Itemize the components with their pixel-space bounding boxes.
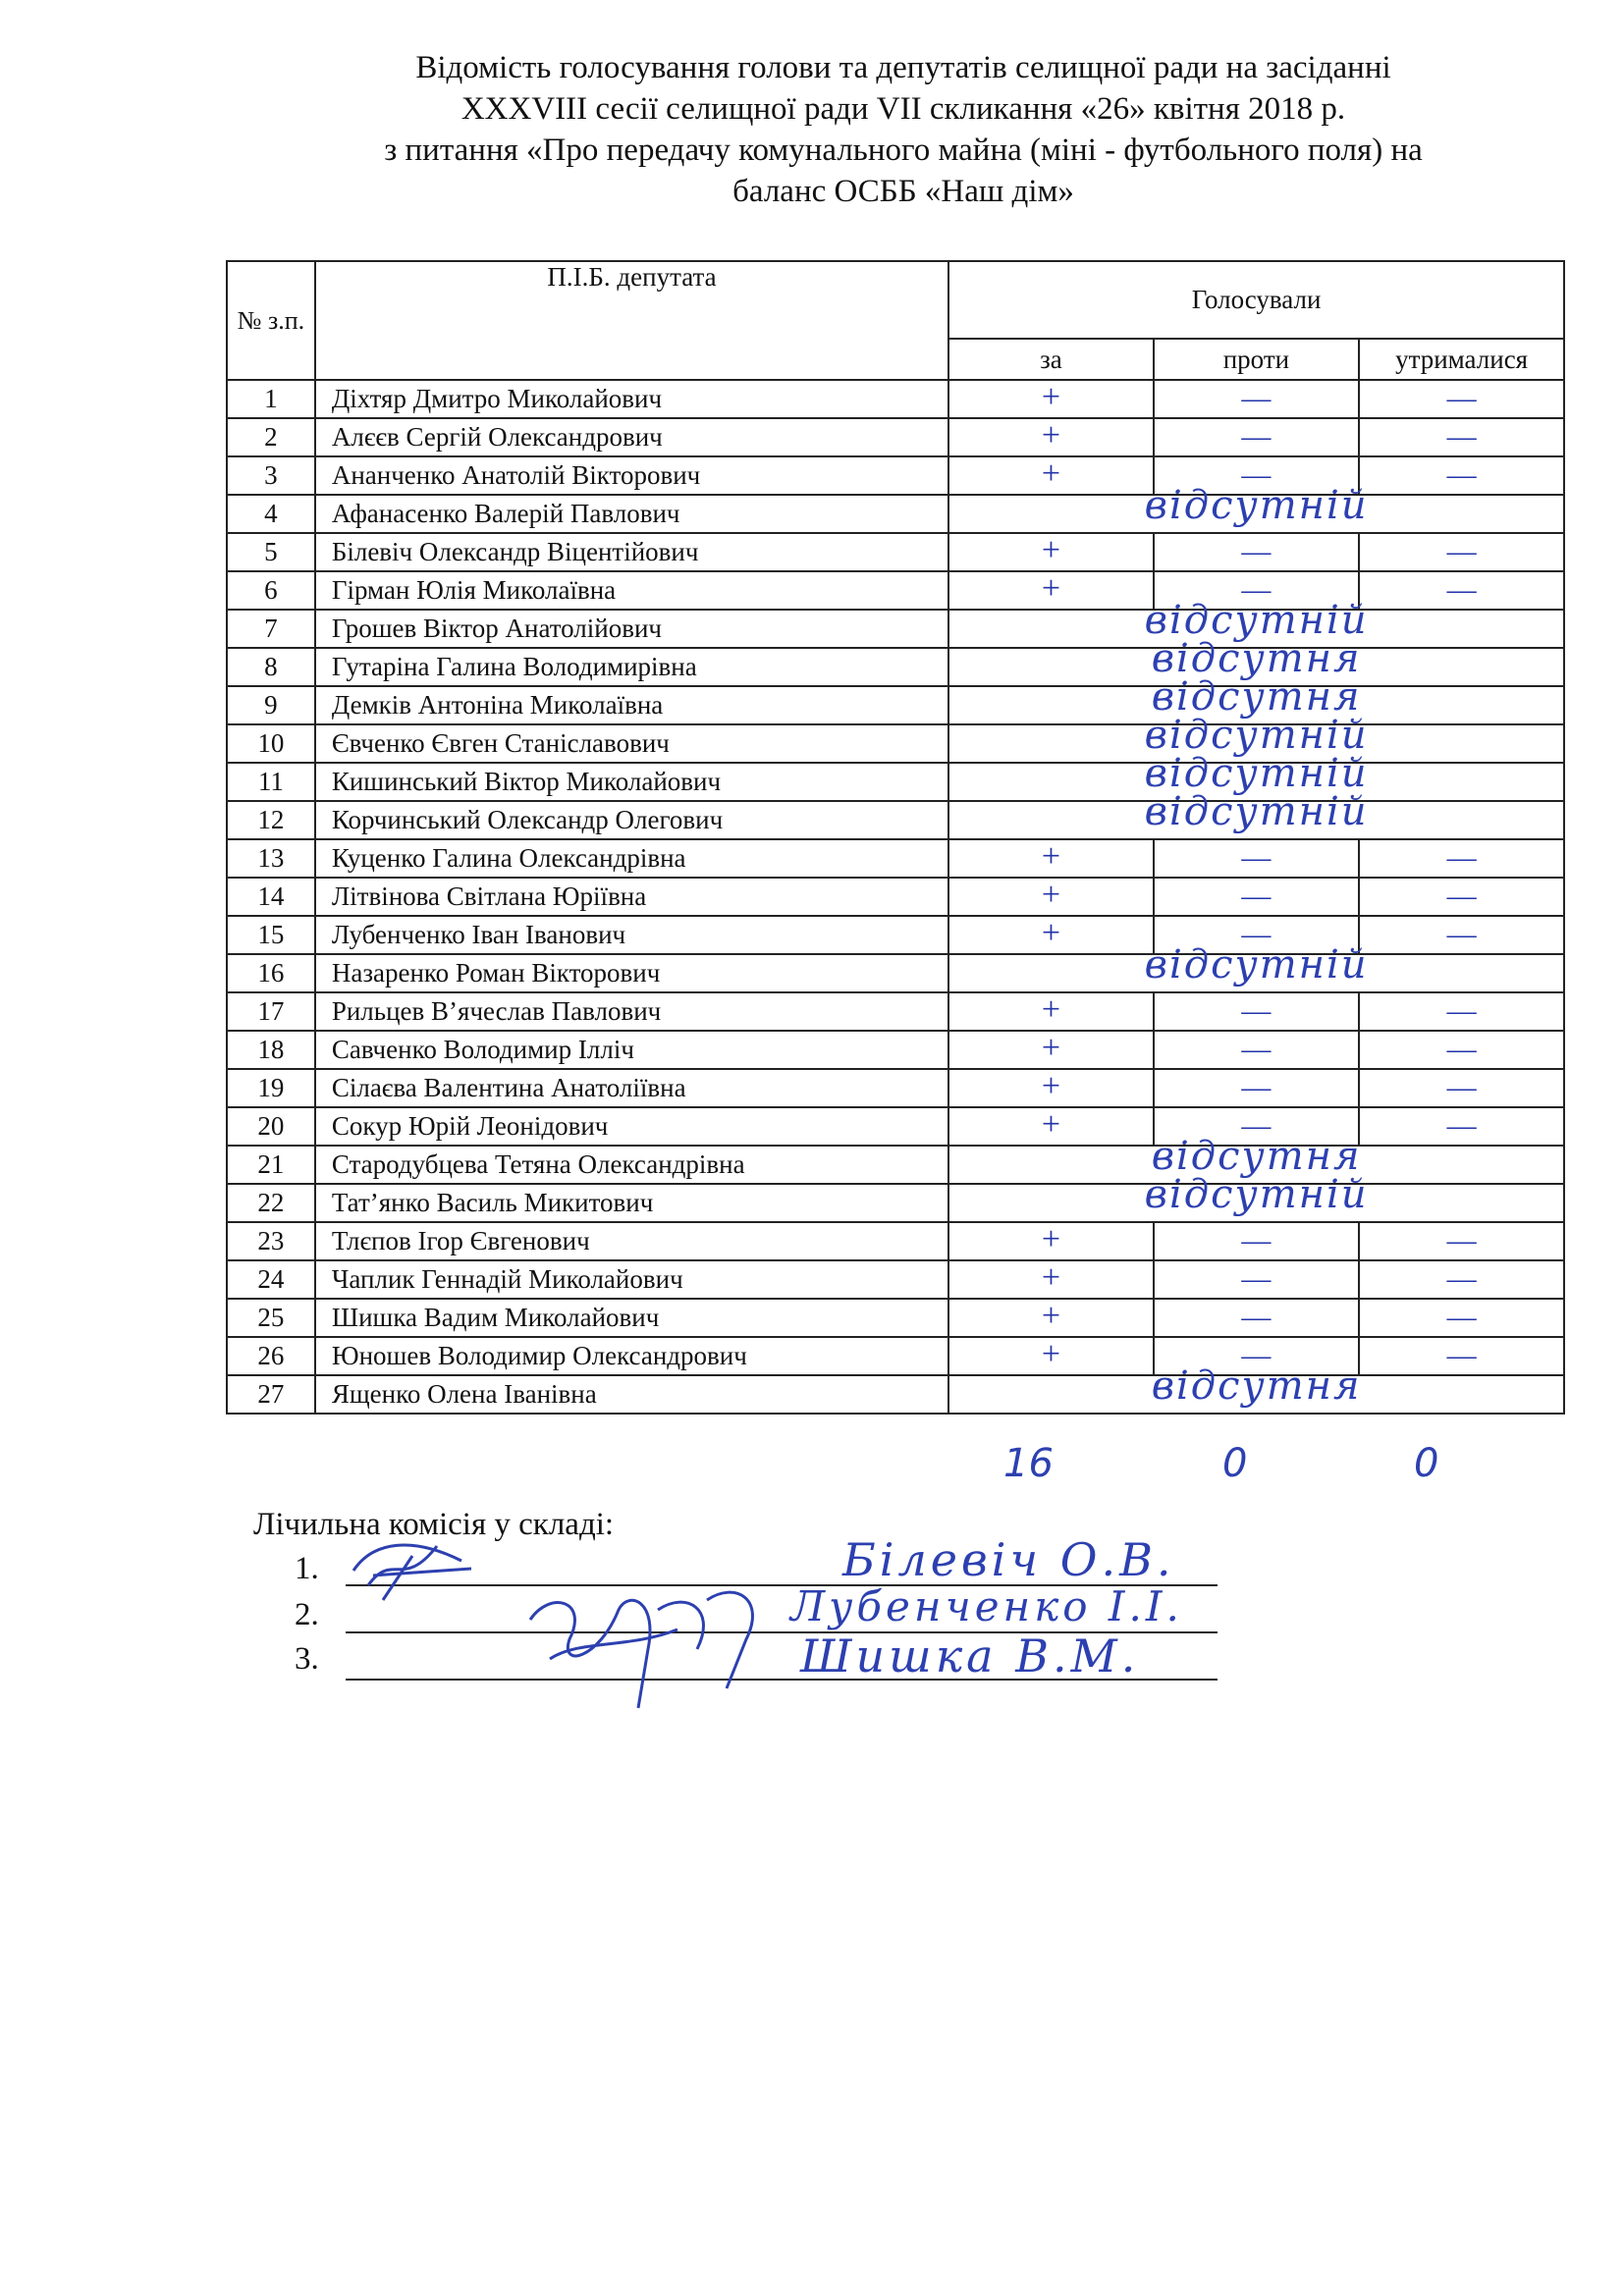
absent-mark: відсутній: [1144, 483, 1369, 528]
absent-mark: відсутня: [1151, 636, 1362, 681]
row-number: 9: [227, 686, 315, 724]
vote-abstain-mark: —: [1446, 1301, 1477, 1333]
deputy-name: Тат’янко Василь Микитович: [315, 1184, 948, 1222]
vote-against-mark: —: [1241, 1033, 1272, 1065]
deputy-row: [227, 533, 1564, 571]
total-for: 16: [1003, 1441, 1054, 1486]
deputy-name: Літвінова Світлана Юріївна: [315, 878, 948, 916]
deputy-name: Корчинський Олександр Олегович: [315, 801, 948, 839]
vote-against-mark: —: [1241, 420, 1272, 453]
vote-against-mark: —: [1241, 382, 1272, 414]
deputy-name: Грошев Віктор Анатолійович: [315, 610, 948, 648]
vote-against-mark: —: [1241, 880, 1272, 912]
vote-abstain-mark: —: [1446, 880, 1477, 912]
vote-abstain-mark: —: [1446, 1224, 1477, 1256]
vote-against-mark: —: [1241, 841, 1272, 874]
deputy-row: [227, 839, 1564, 878]
deputy-row: [227, 1299, 1564, 1337]
deputy-row: [227, 1375, 1564, 1414]
deputy-row: [227, 1031, 1564, 1069]
commission-member-3-number: 3.: [295, 1641, 319, 1677]
header-number: № з.п.: [227, 261, 315, 380]
row-number: 20: [227, 1107, 315, 1146]
vote-for-mark: +: [1041, 915, 1060, 951]
vote-against-mark: —: [1241, 573, 1272, 606]
title-line-1: Відомість голосування голови та депутатів селищної ради на засіданні: [415, 50, 1391, 85]
deputy-row: [227, 1184, 1564, 1222]
vote-abstain-mark: —: [1446, 1071, 1477, 1103]
absent-cell: [948, 942, 1564, 992]
vote-against-mark: —: [1241, 535, 1272, 567]
header-name: П.І.Б. депутата: [315, 261, 948, 380]
deputy-name: Стародубцева Тетяна Олександрівна: [315, 1146, 948, 1184]
row-number: 24: [227, 1260, 315, 1299]
vote-for-mark: +: [1041, 570, 1060, 607]
deputy-row: [227, 418, 1564, 456]
deputy-row: [227, 1260, 1564, 1299]
header-against: проти: [1154, 339, 1360, 380]
absent-mark: відсутній: [1144, 598, 1369, 643]
deputy-name: Савченко Володимир Ілліч: [315, 1031, 948, 1069]
signature-1: [344, 1531, 481, 1610]
title-line-3: з питання «Про передачу комунального майна (міні - футбольного поля) на: [384, 133, 1423, 168]
header-voted: Голосували: [948, 261, 1564, 339]
vote-against-mark: —: [1241, 918, 1272, 950]
row-number: 6: [227, 571, 315, 610]
absent-mark: відсутній: [1144, 713, 1369, 758]
row-number: 23: [227, 1222, 315, 1260]
deputy-name: Тлєпов Ігор Євгенович: [315, 1222, 948, 1260]
absent-mark: відсутній: [1144, 789, 1369, 834]
vote-abstain-mark: —: [1446, 1109, 1477, 1142]
vote-against-mark: —: [1241, 1339, 1272, 1371]
vote-for-mark: +: [1041, 1068, 1060, 1104]
vote-against-mark: —: [1241, 1071, 1272, 1103]
commission-member-1-name: Білевіч О.В.: [842, 1533, 1175, 1586]
absent-mark: відсутній: [1144, 1172, 1369, 1217]
vote-against-mark: —: [1241, 1301, 1272, 1333]
absent-cell: [948, 789, 1564, 839]
deputy-name: Євченко Євген Станіславович: [315, 724, 948, 763]
deputy-name: Гутаріна Галина Володимирівна: [315, 648, 948, 686]
total-against: 0: [1222, 1441, 1248, 1486]
vote-abstain-mark: —: [1446, 382, 1477, 414]
deputy-name: Афанасенко Валерій Павлович: [315, 495, 948, 533]
absent-mark: відсутній: [1144, 942, 1369, 988]
vote-for-mark: +: [1041, 455, 1060, 492]
deputy-name: Діхтяр Дмитро Миколайович: [315, 380, 948, 418]
commission-label: Лічильна комісія у складі:: [253, 1507, 615, 1542]
row-number: 2: [227, 418, 315, 456]
vote-for-mark: +: [1041, 1221, 1060, 1257]
total-abstain: 0: [1414, 1441, 1439, 1486]
vote-for-mark: +: [1041, 1259, 1060, 1296]
vote-against-mark: —: [1241, 994, 1272, 1027]
vote-abstain-mark: —: [1446, 420, 1477, 453]
deputy-name: Сокур Юрій Леонідович: [315, 1107, 948, 1146]
row-number: 25: [227, 1299, 315, 1337]
absent-mark: відсутня: [1151, 1134, 1362, 1179]
vote-for-mark: +: [1041, 1106, 1060, 1143]
deputy-row: [227, 878, 1564, 916]
signature-2: [511, 1571, 785, 1718]
vote-abstain-mark: —: [1446, 994, 1477, 1027]
row-number: 19: [227, 1069, 315, 1107]
vote-abstain-mark: —: [1446, 918, 1477, 950]
row-number: 22: [227, 1184, 315, 1222]
deputy-row: [227, 992, 1564, 1031]
vote-for-mark: +: [1041, 1298, 1060, 1334]
row-number: 27: [227, 1375, 315, 1414]
vote-abstain-mark: —: [1446, 1033, 1477, 1065]
deputy-name: Алєєв Сергій Олександрович: [315, 418, 948, 456]
vote-for-mark: +: [1041, 1030, 1060, 1066]
absent-cell: [948, 1363, 1564, 1414]
deputy-name: Білевіч Олександр Віцентійович: [315, 533, 948, 571]
title-line-2: XXXVIII сесії селищної ради VII скликання «26» квітня 2018 р.: [460, 91, 1346, 127]
row-number: 15: [227, 916, 315, 954]
deputy-name: Рильцев В’ячеслав Павлович: [315, 992, 948, 1031]
vote-abstain-mark: —: [1446, 1262, 1477, 1295]
row-number: 18: [227, 1031, 315, 1069]
deputy-row: [227, 1069, 1564, 1107]
header-abstain: утрималися: [1359, 339, 1564, 380]
vote-abstain-mark: —: [1446, 535, 1477, 567]
deputy-row: [227, 495, 1564, 533]
absent-mark: відсутня: [1151, 674, 1362, 720]
commission-member-1-number: 1.: [295, 1551, 319, 1586]
absent-cell: [948, 483, 1564, 533]
vote-for-mark: +: [1041, 838, 1060, 875]
row-number: 3: [227, 456, 315, 495]
vote-for-mark: +: [1041, 1336, 1060, 1372]
row-number: 5: [227, 533, 315, 571]
vote-abstain-mark: —: [1446, 458, 1477, 491]
commission-member-2-name: Лубенченко І.І.: [790, 1582, 1183, 1630]
vote-abstain-mark: —: [1446, 841, 1477, 874]
row-number: 1: [227, 380, 315, 418]
vote-for-mark: +: [1041, 877, 1060, 913]
deputy-name: Ященко Олена Іванівна: [315, 1375, 948, 1414]
voting-table: [226, 260, 1565, 1415]
absent-mark: відсутній: [1144, 751, 1369, 796]
row-number: 13: [227, 839, 315, 878]
vote-against-mark: —: [1241, 1224, 1272, 1256]
deputy-name: Чаплик Геннадій Миколайович: [315, 1260, 948, 1299]
row-number: 21: [227, 1146, 315, 1184]
deputy-name: Сілаєва Валентина Анатоліївна: [315, 1069, 948, 1107]
deputy-row: [227, 801, 1564, 839]
row-number: 16: [227, 954, 315, 992]
row-number: 11: [227, 763, 315, 801]
deputy-name: Куценко Галина Олександрівна: [315, 839, 948, 878]
row-number: 12: [227, 801, 315, 839]
document-title: [226, 47, 1581, 212]
commission-member-2-number: 2.: [295, 1597, 319, 1632]
row-number: 7: [227, 610, 315, 648]
commission-member-3-name: Шишка В.М.: [800, 1629, 1140, 1682]
absent-cell: [948, 1172, 1564, 1222]
row-number: 4: [227, 495, 315, 533]
deputy-name: Демків Антоніна Миколаївна: [315, 686, 948, 724]
deputy-name: Ананченко Анатолій Вікторович: [315, 456, 948, 495]
vote-for-mark: +: [1041, 991, 1060, 1028]
deputy-name: Юношев Володимир Олександрович: [315, 1337, 948, 1375]
vote-against-mark: —: [1241, 1262, 1272, 1295]
absent-mark: відсутня: [1151, 1363, 1362, 1409]
row-number: 8: [227, 648, 315, 686]
vote-against-mark: —: [1241, 1109, 1272, 1142]
vote-against-mark: —: [1241, 458, 1272, 491]
deputy-row: [227, 954, 1564, 992]
row-number: 17: [227, 992, 315, 1031]
header-for: за: [948, 339, 1153, 380]
row-number: 10: [227, 724, 315, 763]
vote-for-mark: +: [1041, 379, 1060, 415]
deputy-name: Шишка Вадим Миколайович: [315, 1299, 948, 1337]
vote-abstain-mark: —: [1446, 573, 1477, 606]
vote-for-mark: +: [1041, 532, 1060, 568]
deputy-row: [227, 1222, 1564, 1260]
deputy-name: Лубенченко Іван Іванович: [315, 916, 948, 954]
vote-for-mark: +: [1041, 417, 1060, 454]
row-number: 14: [227, 878, 315, 916]
vote-abstain-mark: —: [1446, 1339, 1477, 1371]
deputy-name: Гірман Юлія Миколаївна: [315, 571, 948, 610]
deputy-name: Кишинський Віктор Миколайович: [315, 763, 948, 801]
deputy-name: Назаренко Роман Вікторович: [315, 954, 948, 992]
title-line-4: баланс ОСББ «Наш дім»: [732, 174, 1074, 209]
row-number: 26: [227, 1337, 315, 1375]
deputy-row: [227, 380, 1564, 418]
